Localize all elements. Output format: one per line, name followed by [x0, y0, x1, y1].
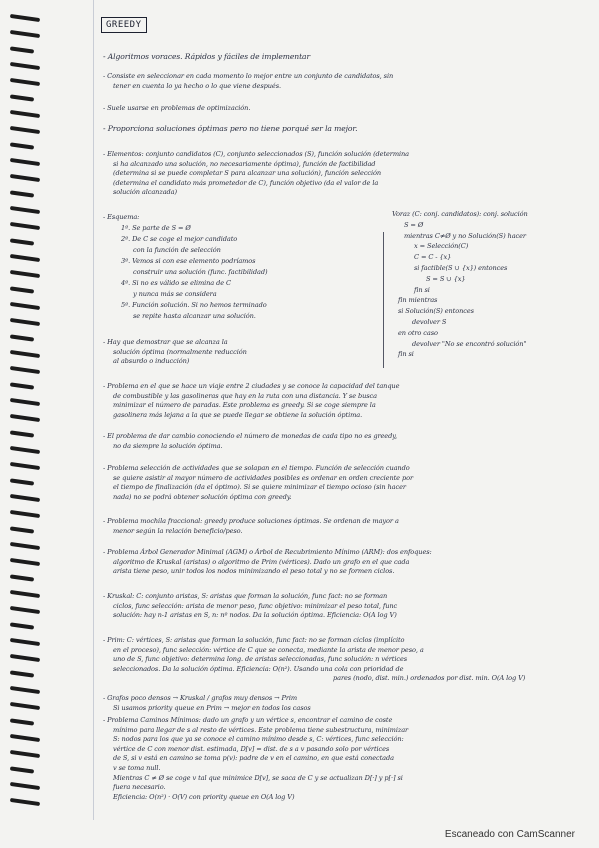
note-b3: - Suele usarse en problemas de optimización.	[103, 104, 251, 112]
binding-ring	[10, 702, 40, 710]
binding-ring	[10, 782, 40, 790]
binding-ring	[10, 734, 40, 742]
binding-ring	[10, 638, 40, 646]
note-b10: - Problema mochila fraccional: greedy produce soluciones óptimas. Se ordenan de mayor a menor según la relación beneficio/peso.	[103, 517, 399, 535]
binding-ring	[10, 718, 34, 725]
binding-ring	[10, 126, 40, 134]
note-b2: - Consiste en seleccionar en cada momento lo mejor entre un conjunto de candidatos, sin tener en cuenta lo ya hecho o lo que viene después.	[103, 72, 394, 90]
binding-ring	[10, 158, 40, 166]
binding-ring	[10, 622, 34, 629]
binding-ring	[10, 302, 40, 310]
note-b6: - Hay que demostrar que se alcanza la solución óptima (normalmente reducción al absurdo o inducción)	[103, 338, 247, 366]
binding-ring	[10, 190, 34, 197]
margin-line	[93, 0, 94, 820]
note-b5: - Elementos: conjunto candidatos (C), conjunto seleccionados (S), función solución (determina si ha alcanzado una solución, no necesariamente óptima), función de factibilidad (determina si se puede completar S para alcanzar una solución), función selección (determina el candidato más prometedor de C), función objetivo (da el valor de la solución alcanzada)	[103, 150, 410, 197]
note-b15: - Problema Caminos Mínimos: dado un grafo y un vértice s, encontrar el camino de coste mínimo para llegar de s al resto de vértices. Este problema tiene subestructura, minimizar S: nodos para los que ya se conoce el camino mínimo desde s, C: vértices, func selección: vértice de C con menor dist. estimada, D[v] = dist. de s a v pasando solo por vértices de S, si v está en camino se toma p(v): padre de v en el camino, en que está conectada v se toma null. Mientras C ≠ Ø se coge v tal que minimice D[v], se saca de C y se actualizan D[·] y p[·] si fuera necesario. Eficiencia: O(n²) · O(V) con priority queue en O(A log V)	[103, 716, 409, 801]
note-b7: - Problema en el que se hace un viaje entre 2 ciudades y se conoce la capacidad del tanque de combustible y las gasolineras que hay en la ruta con una distancia. Y se busca minimizar el número de paradas. Este problema es greedy. Si se coge siempre la gasolinera más lejana a la que se puede llegar se obtiene la solución óptima.	[103, 382, 400, 419]
binding-ring	[10, 686, 40, 694]
note-b1: - Algoritmos voraces. Rápidos y fáciles de implementar	[103, 52, 310, 61]
binding-ring	[10, 366, 40, 374]
binding-ring	[10, 606, 40, 614]
note-b12: - Kruskal: C: conjunto aristas, S: aristas que forman la solución, func fact: no se forman ciclos, func selección: arista de menor peso, func objetivo: minimizar el peso total, func solución: hay n-1 aristas en S, n: nº nodos. Da la solución óptima. Eficiencia: O(A log V)	[103, 592, 398, 620]
binding-ring	[10, 318, 40, 326]
binding-ring	[10, 430, 34, 437]
binding-ring	[10, 494, 40, 502]
note-algo-steps: - Esquema: 1º. Se parte de S = Ø 2º. De C se coge el mejor candidato con la función de selección 3º. Vemos si con ese elemento podríamos construir una solución (func. factibilidad) 4º. Si no es válido se elimina de C y nunca más se considera 5º. Función solución. Si no hemos terminado se repite hasta alcanzar una solución.	[103, 213, 268, 320]
binding-ring	[10, 670, 34, 677]
page-title: GREEDY	[101, 17, 147, 33]
column-divider	[383, 232, 384, 368]
binding-ring	[10, 286, 34, 293]
binding-ring	[10, 206, 40, 214]
binding-ring	[10, 766, 34, 773]
note-b11: - Problema Árbol Generador Minimal (AGM) o Árbol de Recubrimiento Mínimo (ARM): dos enfoques: algoritmo de Kruskal (aristas) o algoritmo de Prim (vértices). Dado un grafo en el que cada arista tiene peso, unir todos los nodos minimizando el peso total y no se formen ciclos.	[103, 548, 432, 576]
binding-ring	[10, 590, 40, 598]
binding-ring	[10, 558, 40, 566]
binding-ring	[10, 654, 40, 662]
note-b14: - Grafos poco densos → Kruskal / grafos muy densos → Prim Si usamos priority queue en Prim → mejor en todos los casos	[103, 694, 311, 712]
binding-ring	[10, 478, 34, 485]
binding-ring	[10, 30, 40, 38]
binding-ring	[10, 142, 34, 149]
binding-ring	[10, 14, 40, 22]
binding-ring	[10, 574, 34, 581]
binding-ring	[10, 382, 34, 389]
binding-ring	[10, 510, 40, 518]
binding-ring	[10, 270, 40, 278]
binding-ring	[10, 110, 40, 118]
spiral-binding	[10, 16, 50, 816]
binding-ring	[10, 62, 40, 70]
binding-ring	[10, 254, 40, 262]
binding-ring	[10, 542, 40, 550]
note-pseudocode: Voraz (C: conj. candidatos): conj. solución S = Ø mientras C≠Ø y no Solución(S) hacer x = Selección(C) C = C - {x} si factible(S ∪ {x}) entonces S = S ∪ {x} fin si fin mientras si Solución(S) entonces devolver S en otro caso devolver "No se encontró solución" fin si	[392, 210, 528, 359]
binding-ring	[10, 526, 34, 533]
binding-ring	[10, 798, 40, 806]
binding-ring	[10, 334, 34, 341]
scanner-watermark: Escaneado con CamScanner	[444, 829, 575, 840]
binding-ring	[10, 238, 34, 245]
binding-ring	[10, 446, 40, 454]
binding-ring	[10, 174, 40, 182]
binding-ring	[10, 750, 40, 758]
binding-ring	[10, 350, 40, 358]
binding-ring	[10, 94, 34, 101]
note-b13: - Prim: C: vértices, S: aristas que forman la solución, func fact: no se forman ciclos (implícito en el proceso), func selección: vértice de C que se conecta, mediante la arista de menor peso, a uno de S, func objetivo: determina long. de aristas seleccionadas, func solución: n vértices seleccionados. Da la solución óptima. Eficiencia: O(n²). Usando una cola con prioridad de pares (nodo, dist. min.) ordenados por dist. min. O(A log V)	[103, 636, 526, 683]
binding-ring	[10, 462, 40, 470]
binding-ring	[10, 222, 40, 230]
binding-ring	[10, 414, 40, 422]
note-b8: - El problema de dar cambio conociendo el número de monedas de cada tipo no es greedy, no da siempre la solución óptima.	[103, 432, 397, 450]
binding-ring	[10, 46, 34, 53]
note-b9: - Problema selección de actividades que se solapan en el tiempo. Función de selección cuando se quiere asistir al mayor número de actividades posibles es ordenar en orden creciente por el tiempo de finalización (da el óptimo). Si se quiere minimizar el tiempo ocioso (sin hacer nada) no se podrá obtener solución óptima con greedy.	[103, 464, 414, 501]
binding-ring	[10, 78, 40, 86]
binding-ring	[10, 398, 40, 406]
note-b4: - Proporciona soluciones óptimas pero no tiene porqué ser la mejor.	[103, 124, 358, 133]
